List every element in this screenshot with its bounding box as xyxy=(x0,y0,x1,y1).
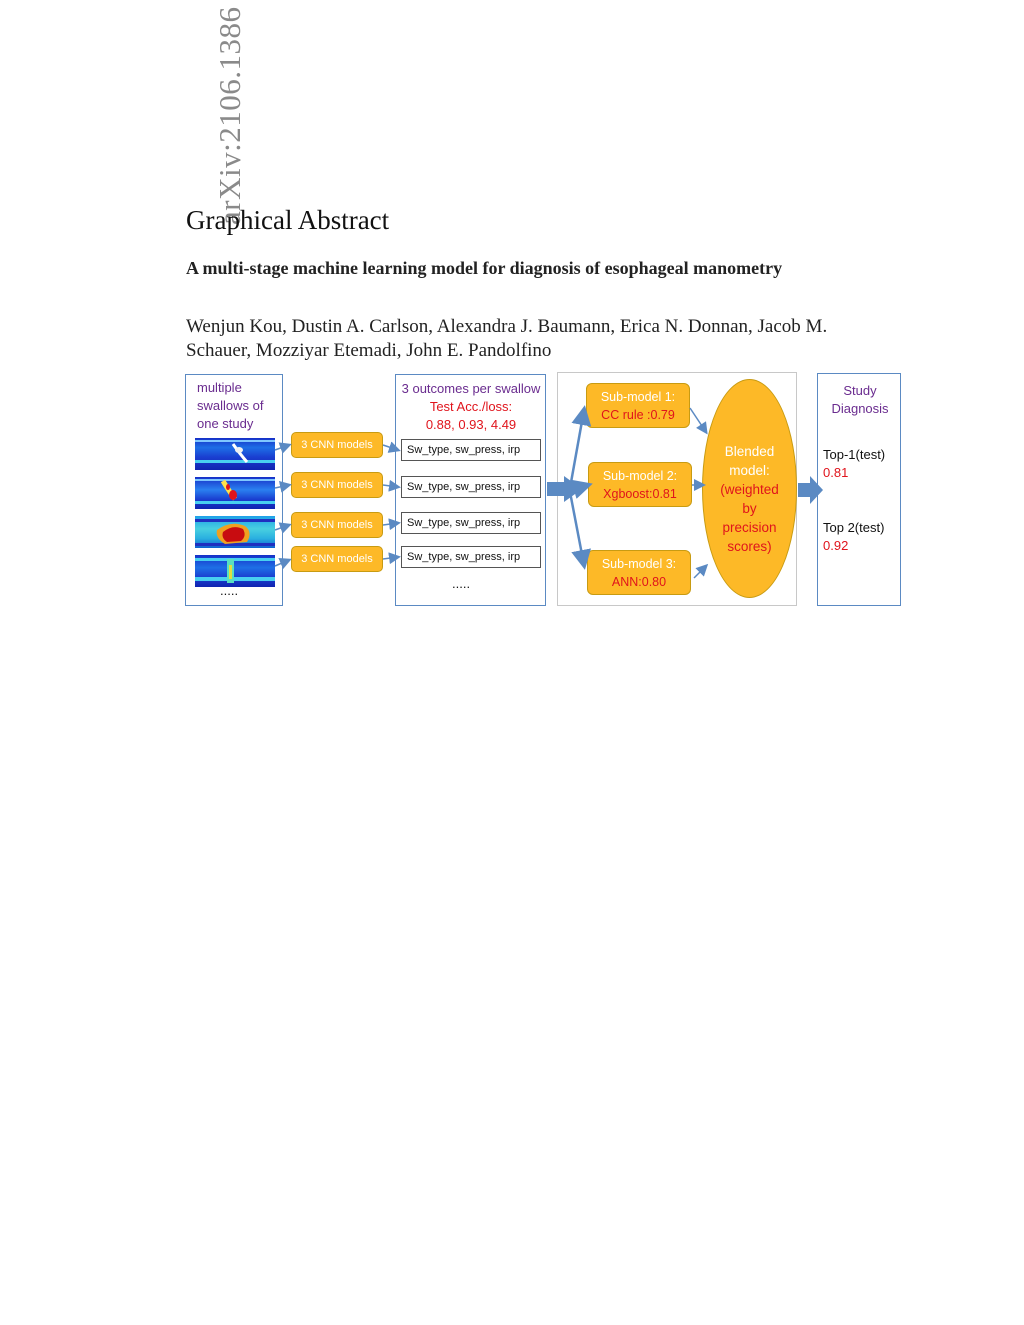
input-box-label: multiple swallows of one study xyxy=(197,380,264,431)
cnn-models-box-4: 3 CNN models xyxy=(291,546,383,572)
arrow-cnn-out-3 xyxy=(383,523,398,525)
outcome-row-4: Sw_type, sw_press, irp xyxy=(401,546,541,568)
sub-model-2-box: Sub-model 2: Xgboost:0.81 xyxy=(588,462,692,507)
sub-model-1-box: Sub-model 1: CC rule :0.79 xyxy=(586,383,690,428)
outcomes-ellipsis: ..... xyxy=(452,576,471,591)
outcomes-header: 3 outcomes per swallow Test Acc./loss: 0.88, 0.93, 4.49 xyxy=(401,381,541,432)
arrow-heat-cnn-4 xyxy=(275,560,289,566)
arrow-heat-cnn-2 xyxy=(275,485,289,488)
flow-arrows xyxy=(0,0,1024,620)
paper-title: A multi-stage machine learning model for diagnosis of esophageal manometry xyxy=(186,258,783,278)
arrow-outcomes-to-submodels xyxy=(547,476,582,502)
arrow-to-sub-1 xyxy=(570,410,584,488)
arrow-sub1-blend xyxy=(690,408,706,432)
cnn-models-box-1: 3 CNN models xyxy=(291,432,383,458)
cnn-models-box-3: 3 CNN models xyxy=(291,512,383,538)
sub-model-3-box: Sub-model 3: ANN:0.80 xyxy=(587,550,691,595)
arrow-sub3-blend xyxy=(694,566,706,578)
arrow-blend-to-diagnosis xyxy=(798,476,823,504)
blended-model-label: Blended model: (weighted by precision scores) xyxy=(720,444,779,554)
arrow-cnn-out-1 xyxy=(383,445,398,450)
input-ellipsis: ..... xyxy=(220,583,239,598)
arrow-heat-cnn-1 xyxy=(275,445,289,450)
outcome-row-1: Sw_type, sw_press, irp xyxy=(401,439,541,461)
section-title: Graphical Abstract xyxy=(186,205,390,235)
arrow-to-sub-3 xyxy=(570,492,584,565)
graphical-abstract-figure xyxy=(0,0,1024,620)
cnn-models-box-2: 3 CNN models xyxy=(291,472,383,498)
diagnosis-header: Study Diagnosis xyxy=(831,383,889,416)
arxiv-watermark: arXiv:2106.1386 xyxy=(212,6,247,225)
arrow-heat-cnn-3 xyxy=(275,525,289,530)
top2-result: Top 2(test) 0.92 xyxy=(823,520,885,553)
top1-result: Top-1(test) 0.81 xyxy=(823,447,886,480)
arrow-cnn-out-4 xyxy=(383,557,398,559)
outcome-row-3: Sw_type, sw_press, irp xyxy=(401,512,541,534)
outcome-row-2: Sw_type, sw_press, irp xyxy=(401,476,541,498)
author-list: Wenjun Kou, Dustin A. Carlson, Alexandra J. Baumann, Erica N. Donnan, Jacob M. Schauer, Mozziyar Etemadi, John E. Pandolfino xyxy=(186,316,828,361)
arrow-cnn-out-2 xyxy=(383,485,398,487)
